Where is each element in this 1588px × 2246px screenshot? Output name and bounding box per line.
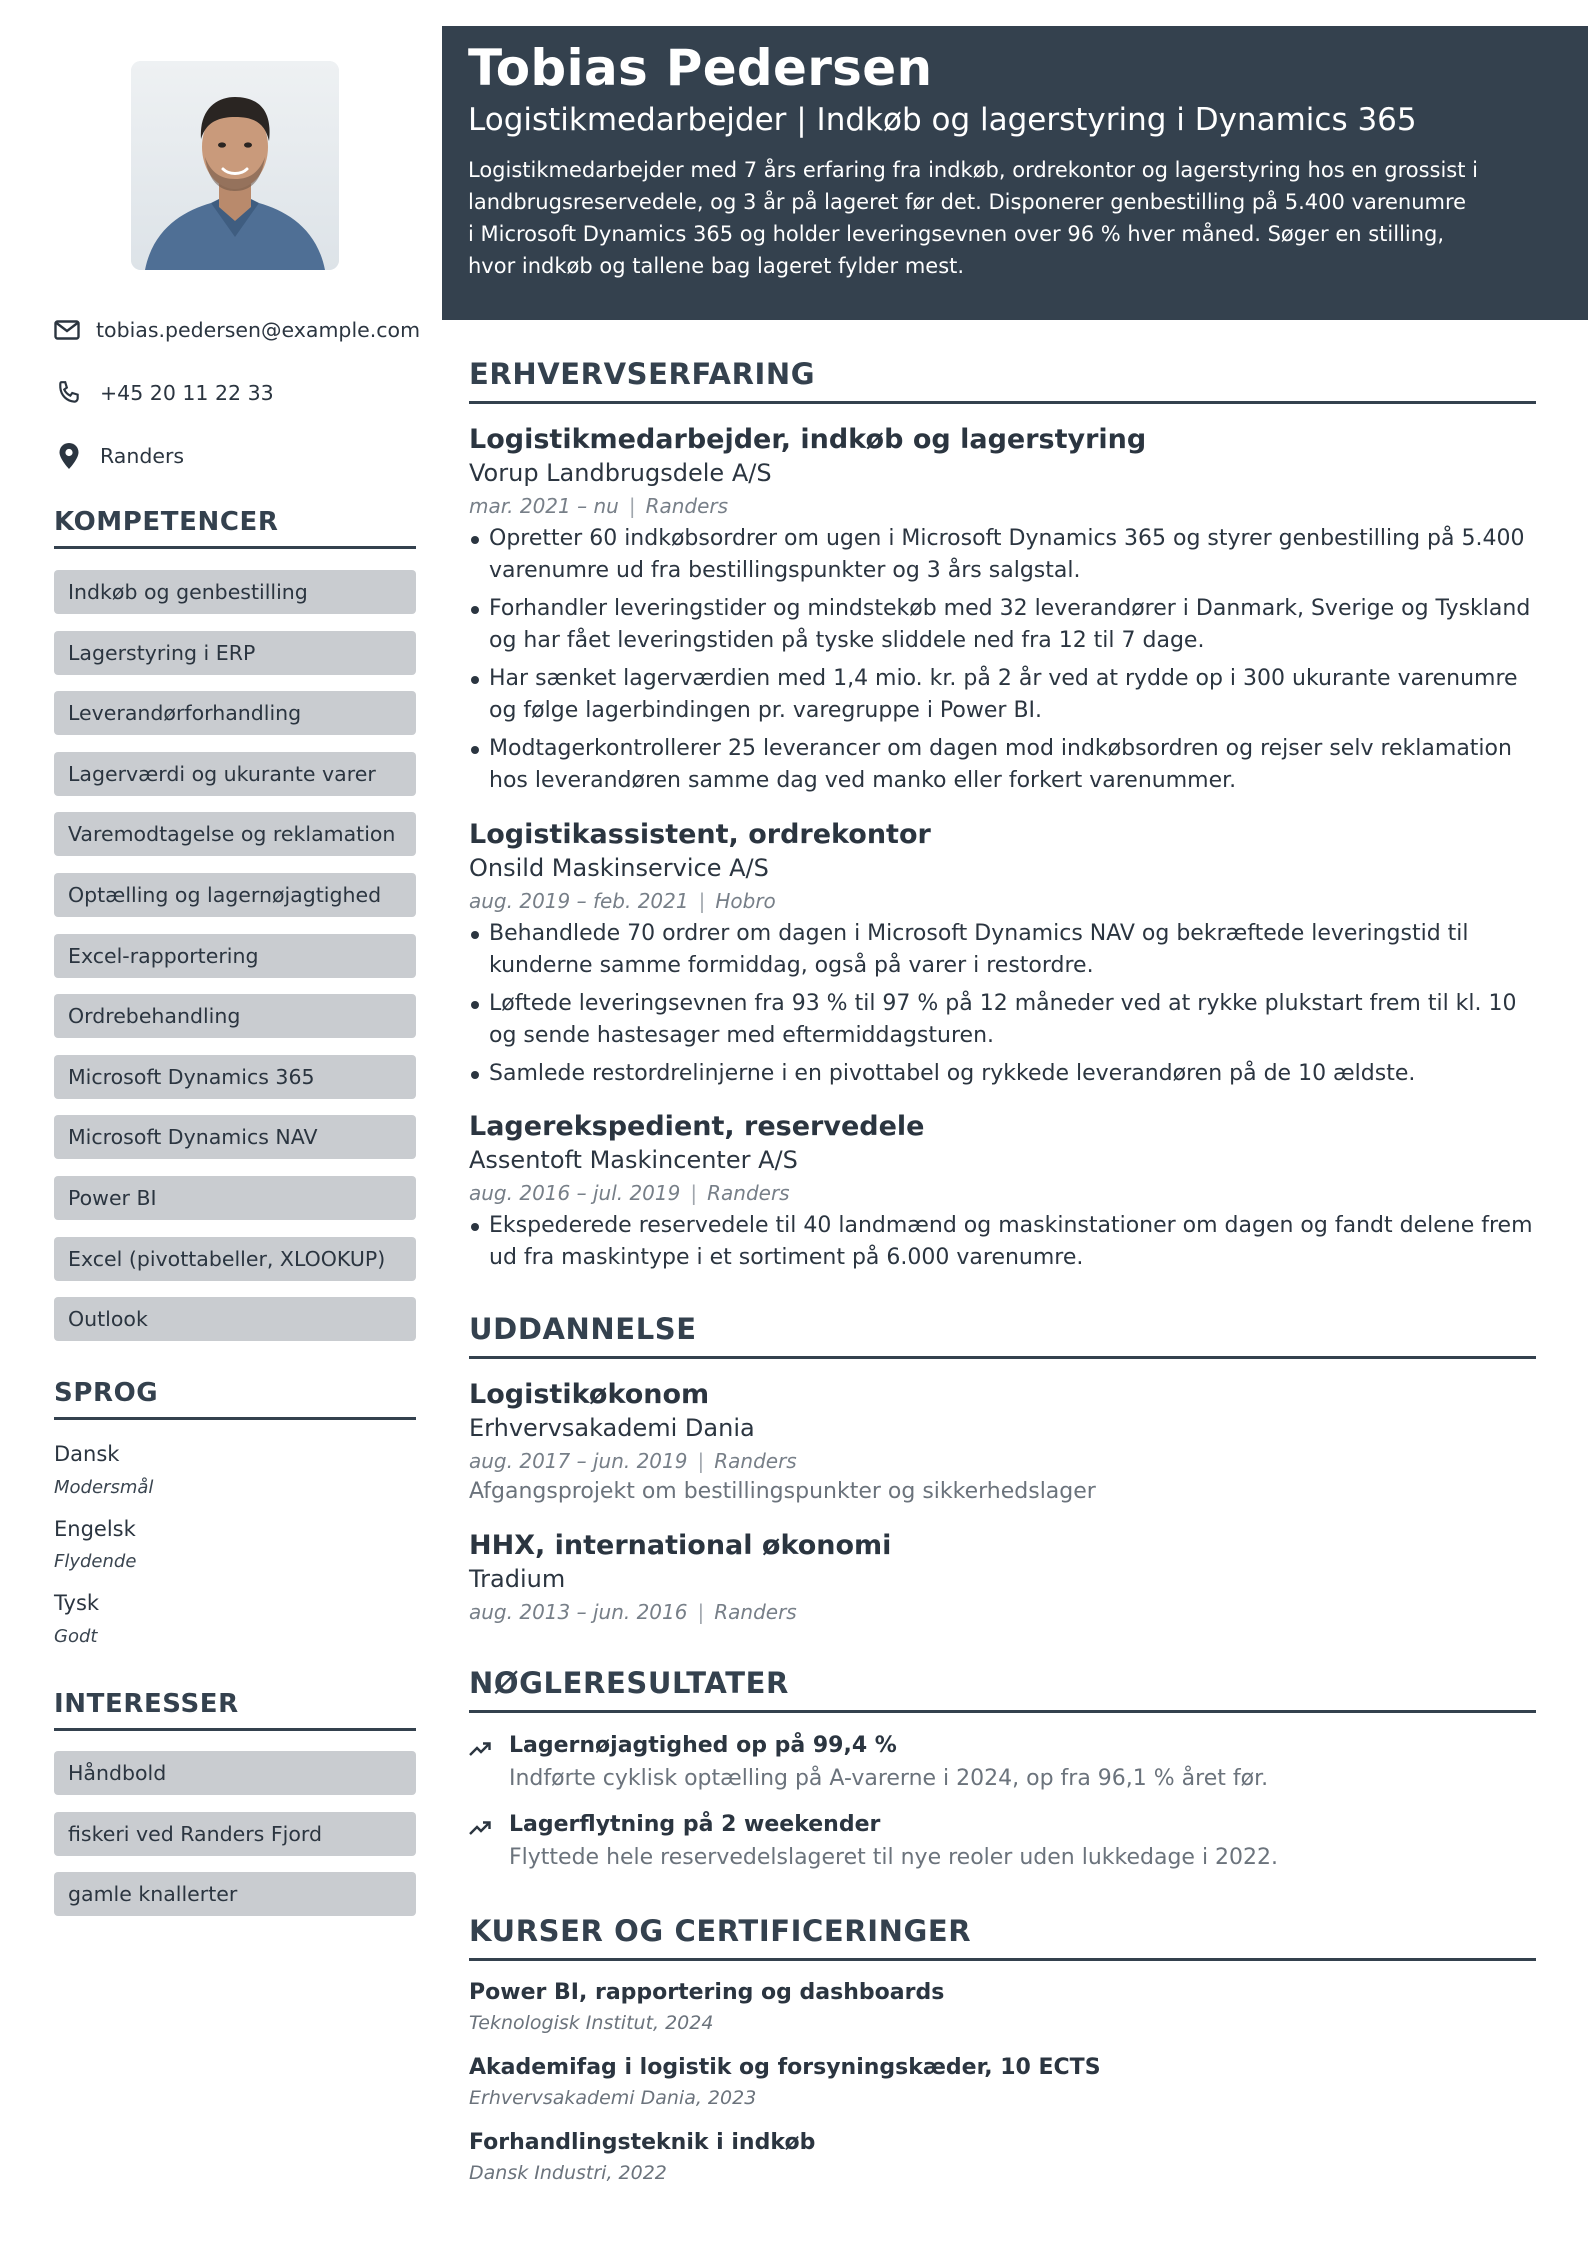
result-title: Lagerflytning på 2 weekender bbox=[509, 1812, 881, 1837]
phone-text: +45 20 11 22 33 bbox=[100, 381, 274, 405]
language-level: Modersmål bbox=[54, 1477, 154, 1498]
job-meta: mar. 2021 – nu | Randers bbox=[469, 494, 729, 518]
language-name: Dansk bbox=[54, 1442, 120, 1466]
course-title: Forhandlingsteknik i indkøb bbox=[469, 2130, 816, 2155]
contact-phone[interactable] bbox=[54, 376, 417, 410]
profile-header bbox=[442, 26, 1588, 320]
location-text: Randers bbox=[100, 444, 185, 468]
result-title: Lagernøjagtighed op på 99,4 % bbox=[509, 1733, 897, 1758]
education-location: Randers bbox=[714, 1600, 797, 1624]
job-period: mar. 2021 – nu bbox=[469, 494, 619, 518]
results-heading: NØGLERESULTATER bbox=[469, 1666, 1536, 1713]
skill-pill: Microsoft Dynamics 365 bbox=[54, 1055, 416, 1099]
contact-location bbox=[54, 439, 417, 473]
skill-pill: Excel-rapportering bbox=[54, 934, 416, 978]
language-level: Flydende bbox=[54, 1551, 137, 1572]
skill-pill: Leverandørforhandling bbox=[54, 691, 416, 735]
skill-pill: Indkøb og genbestilling bbox=[54, 570, 416, 614]
skill-pill: Optælling og lagernøjagtighed bbox=[54, 873, 416, 917]
trending-up-icon bbox=[469, 1740, 491, 1758]
company-name: Assentoft Maskincenter A/S bbox=[469, 1146, 798, 1174]
skill-pill: Microsoft Dynamics NAV bbox=[54, 1115, 416, 1159]
location-pin-icon bbox=[54, 441, 84, 471]
education-period: aug. 2013 – jun. 2016 bbox=[469, 1600, 688, 1624]
contact-email[interactable] bbox=[54, 313, 421, 347]
candidate-role: Logistikmedarbejder | Indkøb og lagerstyring i Dynamics 365 bbox=[468, 102, 1417, 138]
job-bullet: Forhandler leveringstider og mindstekøb med 32 leverandører i Danmark, Sverige og Tyskland og har fået leveringstiden på tyske sliddele ned fra 12 til 7 dage. bbox=[469, 593, 1536, 657]
education-note: Afgangsprojekt om bestillingspunkter og sikkerhedslager bbox=[469, 1479, 1096, 1504]
result-text: Indførte cyklisk optælling på A-varerne i 2024, op fra 96,1 % året før. bbox=[509, 1766, 1269, 1791]
email-text: tobias.pedersen@example.com bbox=[96, 318, 421, 342]
school-name: Erhvervsakademi Dania bbox=[469, 1414, 755, 1442]
job-bullet: Samlede restordrelinjerne i en pivottabel og rykkede leverandøren på de 10 ældste. bbox=[469, 1058, 1536, 1090]
phone-icon bbox=[54, 378, 84, 408]
mail-icon bbox=[54, 315, 80, 345]
company-name: Onsild Maskinservice A/S bbox=[469, 854, 769, 882]
education-meta: aug. 2017 – jun. 2019 | Randers bbox=[469, 1449, 797, 1473]
interest-pill: gamle knallerter bbox=[54, 1872, 416, 1916]
skill-pill: Outlook bbox=[54, 1297, 416, 1341]
job-title: Lagerekspedient, reservedele bbox=[469, 1111, 925, 1142]
language-name: Engelsk bbox=[54, 1517, 136, 1541]
degree-title: Logistikøkonom bbox=[469, 1379, 710, 1410]
interest-pill: Håndbold bbox=[54, 1751, 416, 1795]
education-period: aug. 2017 – jun. 2019 bbox=[469, 1449, 688, 1473]
skill-pill: Varemodtagelse og reklamation bbox=[54, 812, 416, 856]
course-meta: Erhvervsakademi Dania, 2023 bbox=[469, 2087, 757, 2109]
job-location: Hobro bbox=[715, 889, 776, 913]
education-meta: aug. 2013 – jun. 2016 | Randers bbox=[469, 1600, 797, 1624]
job-bullet: Opretter 60 indkøbsordrer om ugen i Microsoft Dynamics 365 og styrer genbestilling på 5.400 varenumre ud fra bestillingspunkter og 3 års salgstal. bbox=[469, 523, 1536, 587]
job-location: Randers bbox=[707, 1181, 790, 1205]
profile-summary: Logistikmedarbejder med 7 års erfaring fra indkøb, ordrekontor og lagerstyring hos en grossist i landbrugsreservedele, og 3 år på lageret før det. Disponerer genbestilling på 5.400 varenumre i Microsoft Dynamics 365 og holder leveringsevnen over 96 % hver måned. Søger en stilling, hvor indkøb og tallene bag lageret fylder mest. bbox=[468, 158, 1478, 278]
experience-heading: ERHVERVSERFARING bbox=[469, 357, 1536, 404]
language-name: Tysk bbox=[54, 1591, 100, 1615]
job-meta: aug. 2019 – feb. 2021 | Hobro bbox=[469, 889, 776, 913]
job-location: Randers bbox=[645, 494, 729, 518]
education-heading: UDDANNELSE bbox=[469, 1312, 1536, 1359]
course-meta: Dansk Industri, 2022 bbox=[469, 2162, 667, 2184]
skills-heading: KOMPETENCER bbox=[54, 507, 416, 549]
skill-pill: Lagerværdi og ukurante varer bbox=[54, 752, 416, 796]
job-bullet: Modtagerkontrollerer 25 leverancer om dagen mod indkøbsordren og rejser selv reklamation hos leverandøren samme dag ved manko eller forkert varenummer. bbox=[469, 733, 1536, 797]
course-meta: Teknologisk Institut, 2024 bbox=[469, 2012, 714, 2034]
job-bullet: Løftede leveringsevnen fra 93 % til 97 % på 12 måneder ved at rykke plukstart frem til kl. 10 og sende hastesager med eftermiddagsturen. bbox=[469, 988, 1536, 1052]
skill-pill: Lagerstyring i ERP bbox=[54, 631, 416, 675]
course-title: Power BI, rapportering og dashboards bbox=[469, 1980, 945, 2005]
profile-photo-image bbox=[131, 61, 339, 270]
skill-pill: Power BI bbox=[54, 1176, 416, 1220]
trending-up-icon bbox=[469, 1819, 491, 1837]
job-meta: aug. 2016 – jul. 2019 | Randers bbox=[469, 1181, 790, 1205]
job-bullet: Ekspederede reservedele til 40 landmænd og maskinstationer om dagen og fandt delene frem ud fra maskintype i et sortiment på 6.000 varenumre. bbox=[469, 1210, 1536, 1274]
school-name: Tradium bbox=[469, 1565, 566, 1593]
company-name: Vorup Landbrugsdele A/S bbox=[469, 459, 772, 487]
profile-photo bbox=[131, 61, 339, 270]
job-bullet: Har sænket lagerværdien med 1,4 mio. kr. på 2 år ved at rydde op i 300 ukurante varenumre og følge lagerbindingen pr. varegruppe i Power BI. bbox=[469, 663, 1536, 727]
courses-heading: KURSER OG CERTIFICERINGER bbox=[469, 1914, 1536, 1961]
interest-pill: fiskeri ved Randers Fjord bbox=[54, 1812, 416, 1856]
candidate-name: Tobias Pedersen bbox=[468, 39, 933, 97]
job-period: aug. 2016 – jul. 2019 bbox=[469, 1181, 681, 1205]
job-period: aug. 2019 – feb. 2021 bbox=[469, 889, 689, 913]
course-title: Akademifag i logistik og forsyningskæder, 10 ECTS bbox=[469, 2055, 1101, 2080]
job-title: Logistikmedarbejder, indkøb og lagerstyring bbox=[469, 424, 1147, 455]
education-location: Randers bbox=[714, 1449, 797, 1473]
degree-title: HHX, international økonomi bbox=[469, 1530, 892, 1561]
skill-pill: Ordrebehandling bbox=[54, 994, 416, 1038]
interests-heading: INTERESSER bbox=[54, 1689, 416, 1731]
languages-heading: SPROG bbox=[54, 1378, 416, 1420]
result-text: Flyttede hele reservedelslageret til nye reoler uden lukkedage i 2022. bbox=[509, 1845, 1279, 1870]
skill-pill: Excel (pivottabeller, XLOOKUP) bbox=[54, 1237, 416, 1281]
language-level: Godt bbox=[54, 1626, 98, 1647]
job-bullet: Behandlede 70 ordrer om dagen i Microsoft Dynamics NAV og bekræftede leveringstid til kunderne samme formiddag, også på varer i restordre. bbox=[469, 918, 1536, 982]
job-title: Logistikassistent, ordrekontor bbox=[469, 819, 931, 850]
